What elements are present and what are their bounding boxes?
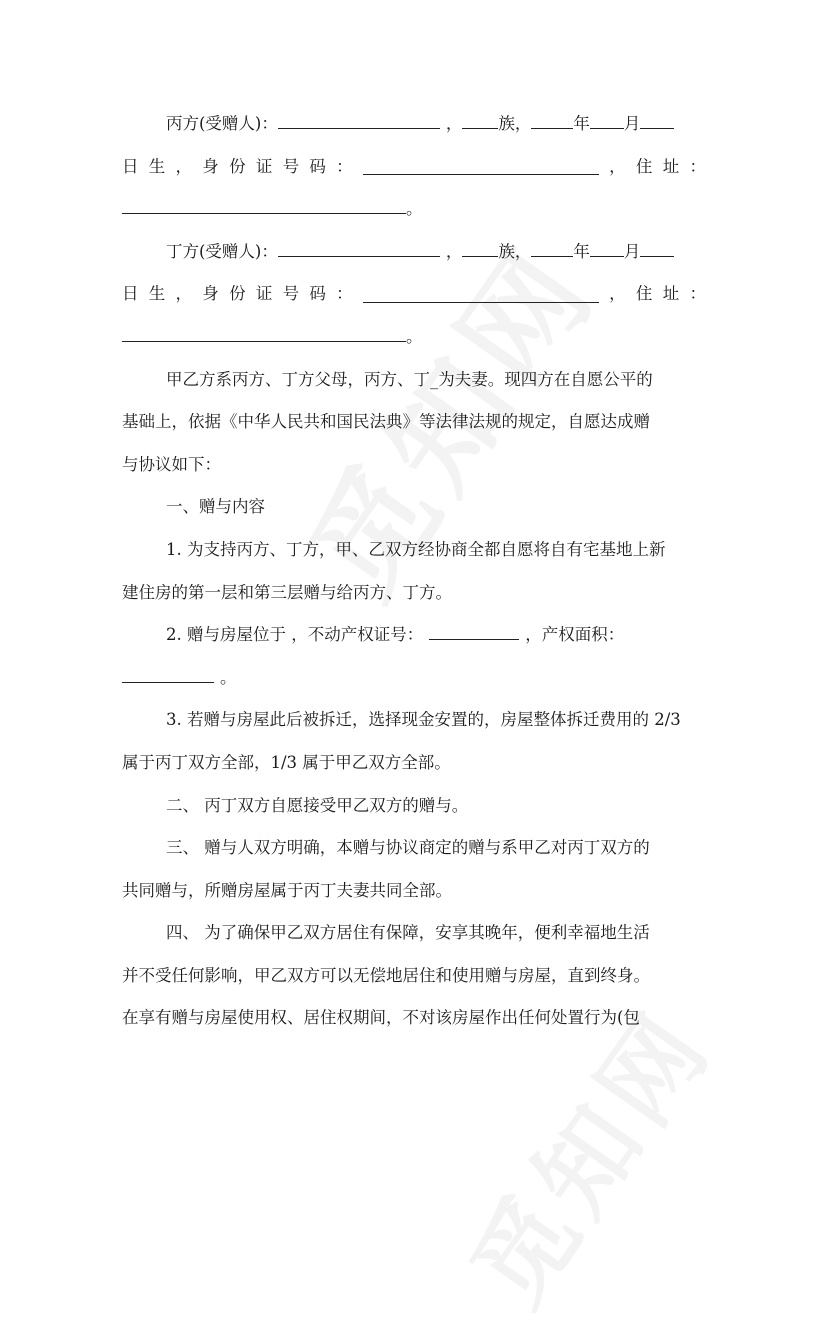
- party-d-line3: 。: [122, 316, 706, 359]
- party-d-line2: 日 生 ， 身 份 证 号 码 ： ， 住 址 ：: [122, 284, 706, 304]
- party-d-line1: 丁方(受赠人)： ， 族， 年 月: [122, 231, 706, 274]
- property-cert-blank[interactable]: [429, 624, 519, 640]
- party-c-label: 丙方(受赠人)：: [166, 114, 278, 133]
- party-d-day-blank[interactable]: [640, 241, 674, 257]
- section4-line: 并不受任何影响，甲乙双方可以无偿地居住和使用赠与房屋，直到终身。: [122, 965, 650, 985]
- party-c-year-blank[interactable]: [531, 113, 573, 129]
- party-d-year-blank[interactable]: [531, 241, 573, 257]
- section3-line: 共同赠与，所赠房屋属于丙丁夫妻共同全部。: [122, 880, 452, 900]
- section2-line: 二、 丙丁双方自愿接受甲乙双方的赠与。: [166, 795, 469, 815]
- party-c-day-blank[interactable]: [640, 113, 674, 129]
- section4-line: 四、 为了确保甲乙双方居住有保障，安享其晚年，便利幸福地生活: [166, 923, 650, 943]
- section4-line: 在享有赠与房屋使用权、居住权期间，不对该房屋作出任何处置行为(包: [122, 1008, 640, 1028]
- party-d-month-blank[interactable]: [590, 241, 624, 257]
- party-c-ethnicity-blank[interactable]: [462, 113, 498, 129]
- intro-line: 基础上，依据《中华人民共和国民法典》等法律法规的规定，自愿达成赠: [122, 412, 650, 432]
- intro-line: 与协议如下：: [122, 454, 221, 474]
- party-c-line2: 日 生 ， 身 份 证 号 码 ： ， 住 址 ：: [122, 156, 706, 176]
- party-c-id-blank[interactable]: [363, 159, 599, 175]
- item2-line2: 。: [122, 657, 706, 700]
- party-d-ethnicity-blank[interactable]: [462, 241, 498, 257]
- section-heading: 一、赠与内容: [166, 497, 265, 517]
- party-d-label: 丁方(受赠人)：: [166, 241, 278, 261]
- item3-line: 3. 若赠与房屋此后被拆迁，选择现金安置的，房屋整体拆迁费用的 2/3: [166, 710, 681, 730]
- party-c-address-blank[interactable]: [122, 198, 406, 214]
- party-c-line3: 。: [122, 188, 706, 231]
- item1-line: 建住房的第一层和第三层赠与给丙方、丁方。: [122, 582, 452, 602]
- item3-line: 属于丙丁双方全部，1/3 属于甲乙双方全部。: [122, 752, 451, 772]
- party-d-address-blank[interactable]: [122, 326, 406, 342]
- document-page: [122, 103, 706, 1040]
- party-d-id-blank[interactable]: [363, 287, 599, 303]
- property-area-blank[interactable]: [122, 667, 214, 683]
- party-c-name-blank[interactable]: [278, 113, 440, 129]
- intro-line: 甲乙方系丙方、丁方父母，丙方、丁_为夫妻。现四方在自愿公平的: [166, 369, 653, 389]
- party-d-name-blank[interactable]: [278, 241, 440, 257]
- section3-line: 三、 赠与人双方明确，本赠与协议商定的赠与系甲乙对丙丁双方的: [166, 838, 650, 858]
- party-c-month-blank[interactable]: [590, 113, 624, 129]
- item1-line: 1. 为支持丙方、丁方，甲、乙双方经协商全都自愿将自有宅基地上新: [166, 539, 666, 559]
- item2-line1: 2. 赠与房屋位于 ，不动产权证号： ，产权面积：: [166, 625, 625, 645]
- party-c-line1: 丙方(受赠人)： ， 族， 年 月: [122, 103, 706, 146]
